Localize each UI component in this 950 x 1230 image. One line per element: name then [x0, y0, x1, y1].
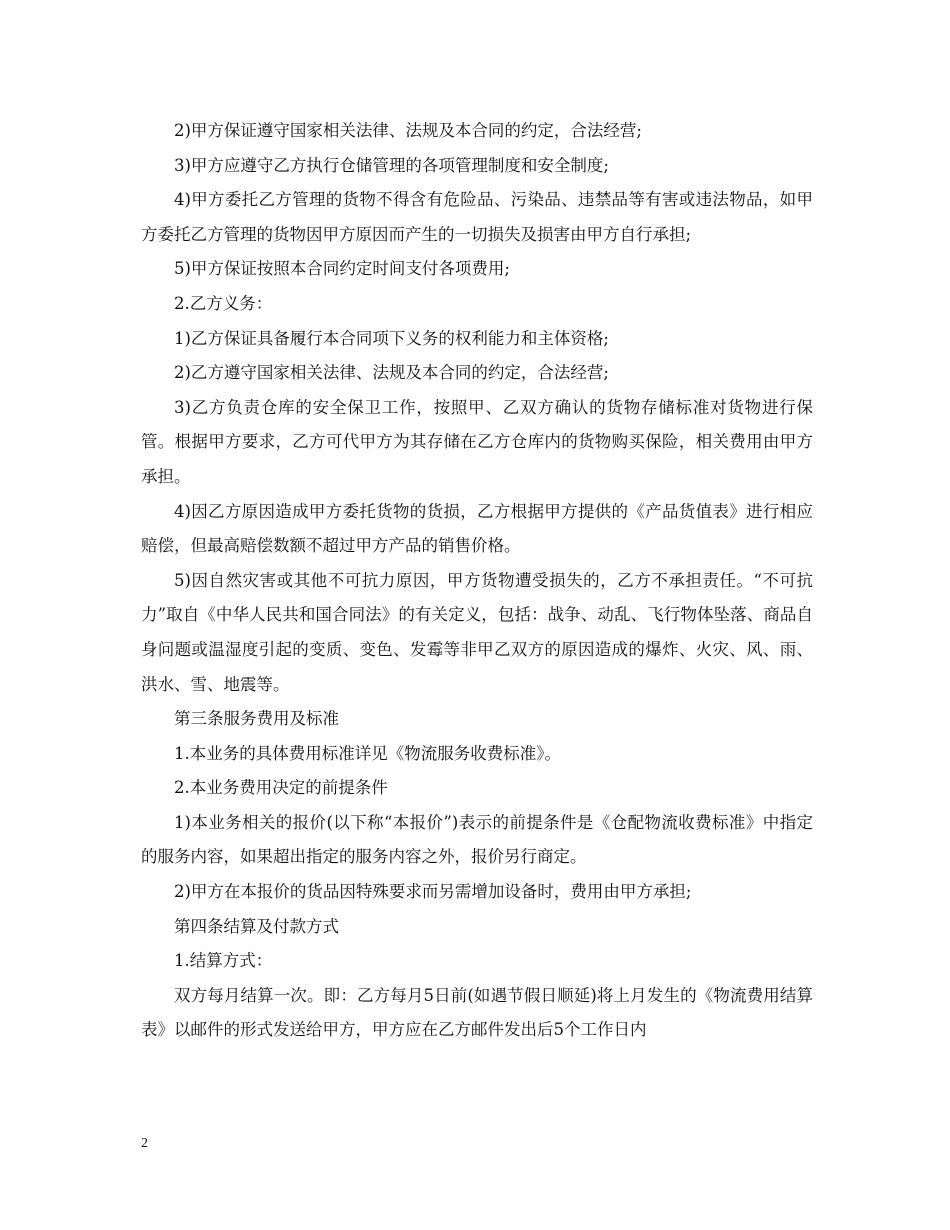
- paragraph: 5)因自然灾害或其他不可抗力原因，甲方货物遭受损失的，乙方不承担责任。“不可抗力”取自《中华人民共和国合同法》的有关定义，包括：战争、动乱、飞行物体坠落、商品自身问题或温湿度引起的变质、变色、发霉等非甲乙双方的原因造成的爆炸、火灾、风、雨、洪水、雪、地震等。: [141, 570, 813, 694]
- section-heading: 2.乙方义务：: [174, 293, 273, 313]
- paragraph: 5)甲方保证按照本合同约定时间支付各项费用;: [174, 259, 510, 279]
- paragraph: 1)乙方保证具备履行本合同项下义务的权利能力和主体资格;: [174, 328, 609, 348]
- paragraph: 2)乙方遵守国家相关法律、法规及本合同的约定，合法经营;: [174, 363, 609, 383]
- paragraph: 2)甲方在本报价的货品因特殊要求而另需增加设备时，费用由甲方承担;: [174, 882, 692, 902]
- paragraph: 双方每月结算一次。即：乙方每月5日前(如遇节假日顺延)将上月发生的《物流费用结算表》以邮件的形式发送给甲方，甲方应在乙方邮件发出后5个工作日内: [141, 985, 813, 1040]
- paragraph: 2)甲方保证遵守国家相关法律、法规及本合同的约定，合法经营;: [174, 121, 642, 140]
- document-body: [141, 114, 813, 1048]
- paragraph: 3)乙方负责仓库的安全保卫工作，按照甲、乙双方确认的货物存储标准对货物进行保管。根据甲方要求，乙方可代甲方为其存储在乙方仓库内的货物购买保险，相关费用由甲方承担。: [141, 397, 813, 486]
- article-heading: 第四条结算及付款方式: [174, 916, 339, 936]
- paragraph: 1.本业务的具体费用标准详见《物流服务收费标准》。: [174, 743, 561, 763]
- article-heading: 第三条服务费用及标准: [174, 709, 339, 729]
- paragraph: 4)因乙方原因造成甲方委托货物的货损，乙方根据甲方提供的《产品货值表》进行相应赔偿，但最高赔偿数额不超过甲方产品的销售价格。: [141, 501, 813, 556]
- page-number: 2: [141, 1136, 148, 1151]
- section-heading: 1.结算方式：: [174, 951, 273, 971]
- paragraph: 3)甲方应遵守乙方执行仓储管理的各项管理制度和安全制度;: [174, 155, 609, 175]
- section-heading: 2.本业务费用决定的前提条件: [174, 778, 388, 798]
- paragraph: 1)本业务相关的报价(以下称“本报价”)表示的前提条件是《仓配物流收费标准》中指定的服务内容，如果超出指定的服务内容之外，报价另行商定。: [141, 812, 813, 867]
- paragraph: 4)甲方委托乙方管理的货物不得含有危险品、污染品、违禁品等有害或违法物品，如甲方委托乙方管理的货物因甲方原因而产生的一切损失及损害由甲方自行承担;: [141, 190, 813, 244]
